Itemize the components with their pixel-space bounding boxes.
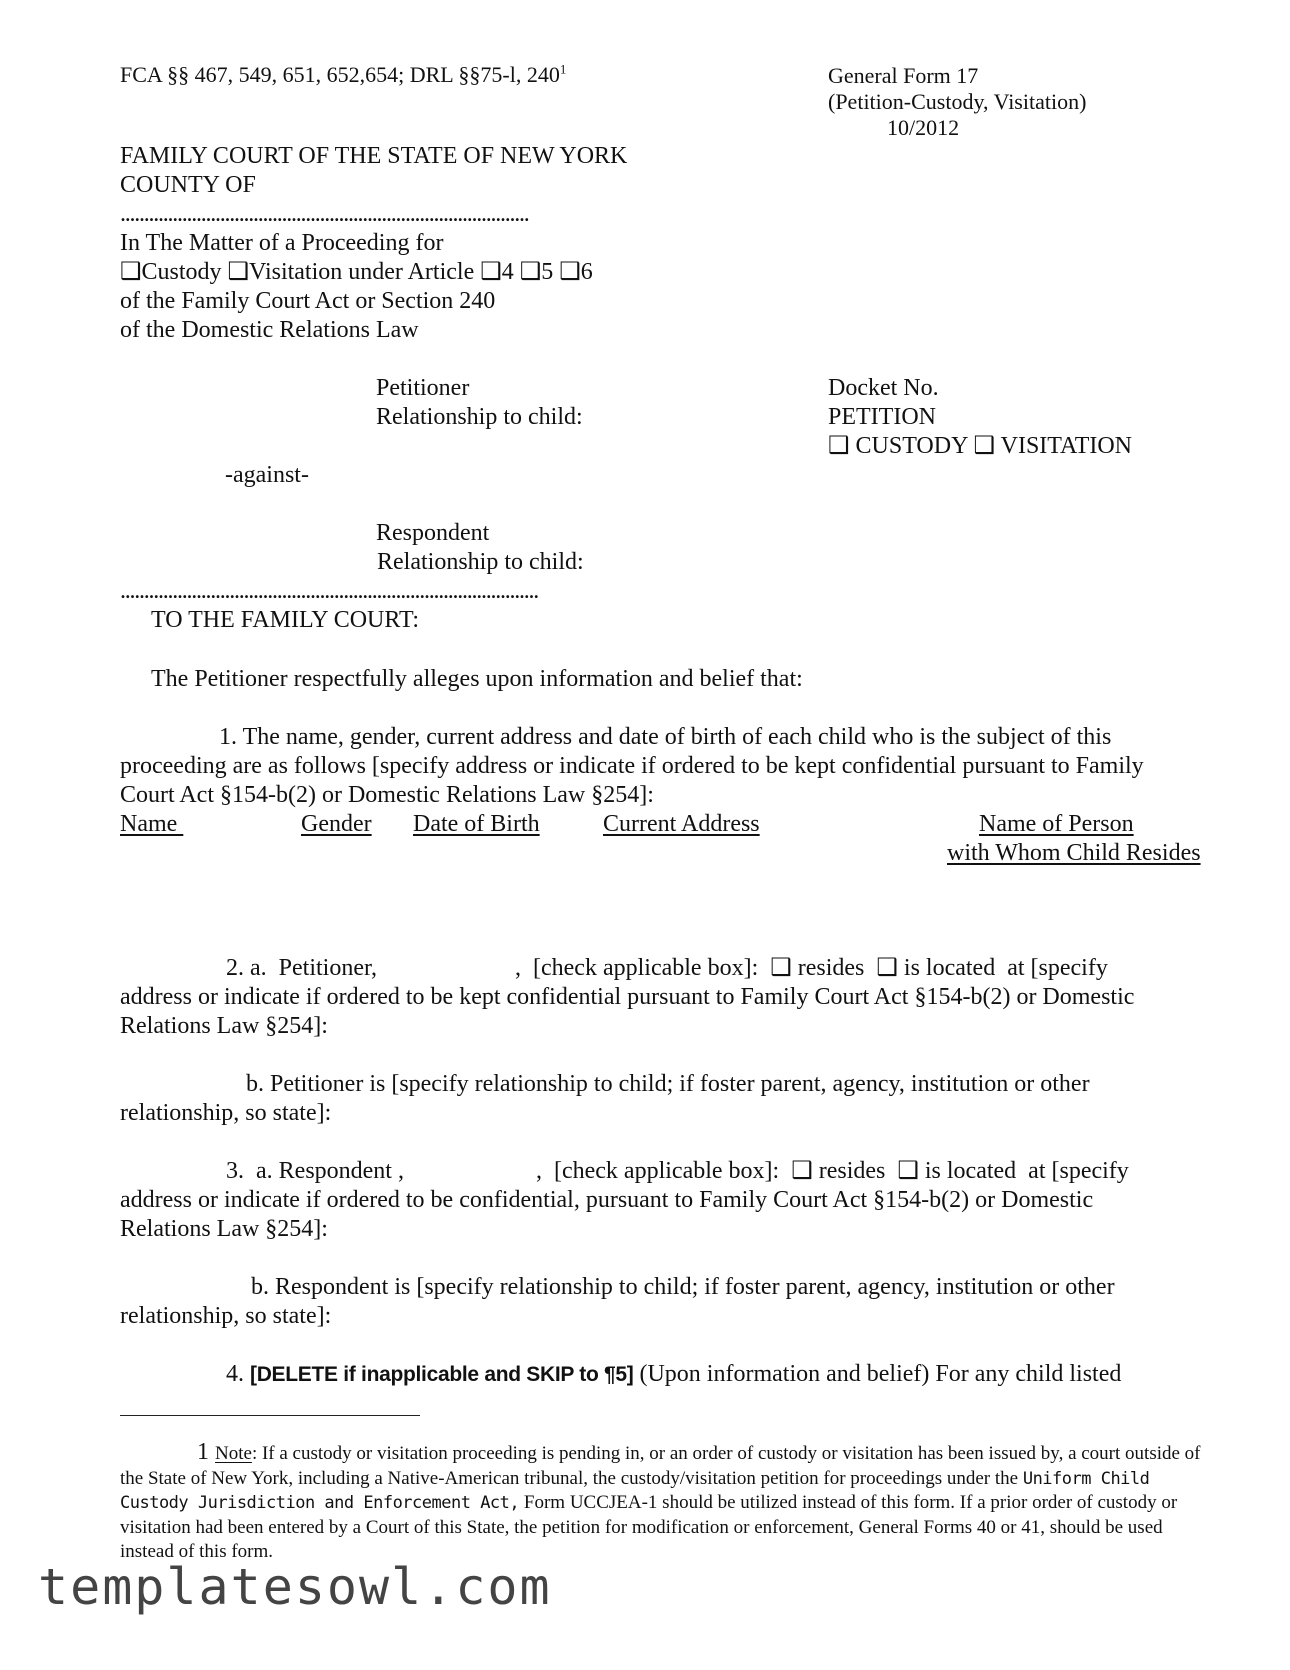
para-4-number: 4. [226, 1361, 250, 1387]
against-label: -against- [225, 462, 309, 488]
para-2b-line-1: b. Petitioner is [specify relationship to child; if foster parent, agency, institution or other [246, 1071, 1090, 1097]
column-header-gender: Gender [301, 811, 372, 837]
form-description: (Petition-Custody, Visitation) [828, 89, 1087, 114]
petitioner-label: Petitioner [376, 375, 470, 401]
allegation-intro: The Petitioner respectfully alleges upon information and belief that: [151, 666, 803, 692]
para-1-line-1: 1. The name, gender, current address and date of birth of each child who is the subject of this [219, 724, 1112, 750]
column-header-resides-1: Name of Person [979, 811, 1134, 837]
petitioner-relationship-label: Relationship to child: [376, 404, 583, 430]
county-label: COUNTY OF [120, 172, 256, 198]
para-2b-line-2: relationship, so state]: [120, 1100, 332, 1126]
watermark: templatesowl.com [38, 1558, 552, 1616]
dotted-separator-bottom: ........................................................................................ [120, 578, 538, 604]
footnote-act-name: Uniform Child Custody Jurisdiction and Enforcement Act, [120, 1468, 1150, 1513]
column-header-address: Current Address [603, 811, 760, 837]
dotted-separator-top: ...................................................................................... [120, 201, 529, 227]
footnote-separator [120, 1415, 420, 1416]
para-1-line-3: Court Act §154-b(2) or Domestic Relations Law §254]: [120, 782, 654, 808]
footnote-text-b: Form UCCJEA-1 should be utilized instead of this form. If a prior order of custody or visitation had been entered by a Court of this State, the petition for modification or enforcement, General Forms 40 or 41, should be used instead of this form. [120, 1492, 1178, 1562]
para-3a-line-1: 3. a. Respondent , , [check applicable box]: ❑ resides ❑ is located at [specify [226, 1158, 1129, 1184]
para-3a-line-2: address or indicate if ordered to be confidential, pursuant to Family Court Act §154-b(2) or Domestic [120, 1187, 1094, 1213]
para-2a-line-1: 2. a. Petitioner, , [check applicable box]: ❑ resides ❑ is located at [specify [226, 955, 1108, 981]
para-4-text: (Upon information and belief) For any child listed [633, 1361, 1122, 1387]
matter-line-1: In The Matter of a Proceeding for [120, 230, 444, 256]
column-header-name: Name [120, 811, 184, 837]
form-date: 10/2012 [887, 115, 960, 140]
matter-line-3: of the Family Court Act or Section 240 [120, 288, 496, 314]
respondent-label: Respondent [376, 520, 490, 546]
para-4-delete-instruction: [DELETE if inapplicable and SKIP to ¶5] [250, 1363, 634, 1386]
para-3b-line-2: relationship, so state]: [120, 1303, 332, 1329]
footnote-text-a: : If a custody or visitation proceeding is pending in, or an order of custody or visitation has been issued by, a court outside of the State of New York, including a Native-American tribunal, the custody/visitation petition for proceedings under the [120, 1443, 1201, 1489]
statutes-text: FCA §§ 467, 549, 651, 652,654; DRL §§75-l, 240 [120, 62, 560, 87]
para-3a-line-3: Relations Law §254]: [120, 1216, 328, 1242]
matter-line-2: ❑Custody ❑Visitation under Article ❑4 ❑5 ❑6 [120, 259, 593, 285]
para-3b-line-1: b. Respondent is [specify relationship to child; if foster parent, agency, institution or other [251, 1274, 1115, 1300]
petition-type-checkboxes[interactable]: ❑ CUSTODY ❑ VISITATION [828, 433, 1133, 459]
to-family-court: TO THE FAMILY COURT: [151, 607, 420, 633]
column-header-dob: Date of Birth [413, 811, 540, 837]
form-name: General Form 17 [828, 63, 979, 88]
docket-number-label: Docket No. [828, 375, 939, 401]
statutes-line [120, 62, 566, 88]
para-4-line-1 [226, 1360, 1121, 1389]
footnote-note-label: Note [215, 1443, 252, 1464]
court-name: FAMILY COURT OF THE STATE OF NEW YORK [120, 143, 628, 169]
footnote [120, 1440, 1220, 1565]
footnote-mark: 1 [559, 61, 567, 77]
petition-title: PETITION [828, 404, 936, 430]
column-header-resides-2: with Whom Child Resides [947, 840, 1201, 866]
para-2a-line-2: address or indicate if ordered to be kept confidential pursuant to Family Court Act §154-b(2) or Domestic [120, 984, 1135, 1010]
respondent-relationship-label: Relationship to child: [377, 549, 584, 575]
footnote-number: 1 [197, 1439, 215, 1465]
para-1-line-2: proceeding are as follows [specify address or indicate if ordered to be kept confidential pursuant to Family [120, 753, 1144, 779]
para-2a-line-3: Relations Law §254]: [120, 1013, 328, 1039]
matter-line-4: of the Domestic Relations Law [120, 317, 419, 343]
